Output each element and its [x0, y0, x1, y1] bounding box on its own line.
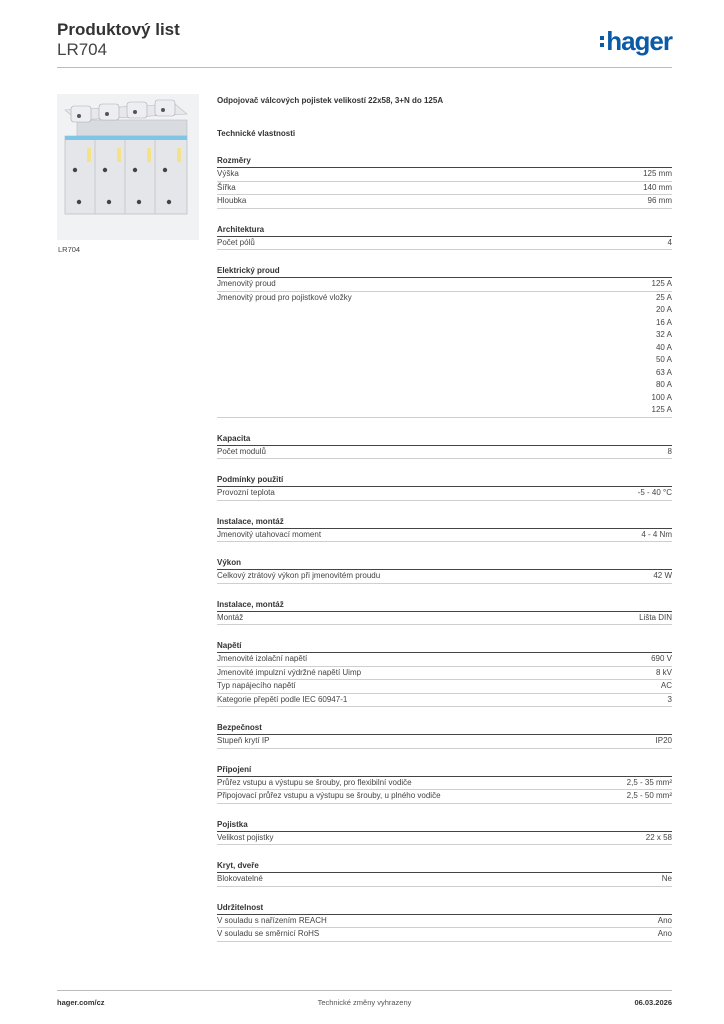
spec-row	[217, 790, 672, 804]
section-title: Elektrický proud	[217, 265, 672, 278]
spec-row	[217, 278, 672, 292]
section-title: Instalace, montáž	[217, 516, 672, 529]
spec-section	[217, 640, 672, 707]
spec-section	[217, 155, 672, 209]
spec-row	[217, 237, 672, 251]
spec-row	[217, 487, 672, 501]
spec-label: Jmenovitý utahovací moment	[217, 529, 322, 539]
section-title: Udržitelnost	[217, 902, 672, 915]
page-header	[57, 20, 672, 60]
footer-divider	[57, 990, 672, 991]
spec-row	[217, 928, 672, 942]
spec-value: AC	[660, 681, 672, 690]
spec-value: IP20	[655, 736, 672, 745]
spec-label: Hloubka	[217, 196, 247, 205]
spec-row	[217, 612, 672, 626]
hager-logo	[600, 26, 672, 57]
spec-section	[217, 557, 672, 584]
section-title: Architektura	[217, 224, 672, 237]
product-image	[57, 94, 199, 240]
spec-row	[217, 915, 672, 929]
spec-row	[217, 292, 672, 418]
spec-row	[217, 680, 672, 694]
spec-label: V souladu s nařízením REACH	[217, 915, 327, 925]
section-title: Napětí	[217, 640, 672, 653]
spec-row	[217, 832, 672, 846]
spec-value: 125 mm	[643, 169, 672, 178]
spec-section	[217, 902, 672, 942]
fuse-disconnector-icon	[57, 94, 199, 240]
spec-row	[217, 195, 672, 209]
product-code: LR704	[57, 40, 108, 59]
spec-value: 125 A	[651, 279, 672, 288]
spec-value: 8	[667, 446, 672, 456]
spec-value: 25 A 20 A 16 A 32 A 40 A 50 A 63 A 80 A 100 A 125 A	[651, 292, 672, 414]
spec-subtitle: Technické vlastnosti	[217, 129, 296, 138]
product-description: Odpojovač válcových pojistek velikostí 22x58, 3+N do 125A	[217, 96, 444, 105]
spec-section	[217, 433, 672, 460]
spec-label: Jmenovité izolační napětí	[217, 654, 308, 663]
spec-row	[217, 653, 672, 667]
spec-section	[217, 265, 672, 418]
spec-row	[217, 777, 672, 791]
section-title: Podmínky použití	[217, 474, 672, 487]
logo-text: hager	[606, 26, 672, 56]
spec-row	[217, 873, 672, 887]
spec-value: 8 kV	[655, 667, 672, 677]
spec-row	[217, 446, 672, 460]
spec-sections	[217, 155, 672, 942]
spec-value: 4	[667, 237, 672, 247]
spec-label: Jmenovité impulzní výdržné napětí Uimp	[217, 667, 362, 677]
footer-website[interactable]: hager.com/cz	[57, 998, 105, 1007]
spec-value: 140 mm	[643, 182, 672, 192]
spec-label: Montáž	[217, 612, 244, 622]
spec-row	[217, 667, 672, 681]
section-title: Kapacita	[217, 433, 672, 446]
spec-value: 690 V	[651, 654, 672, 663]
spec-row	[217, 570, 672, 584]
spec-label: Počet pólů	[217, 237, 255, 247]
spec-value: 2,5 - 35 mm²	[626, 777, 672, 787]
header-divider	[57, 67, 672, 68]
spec-row	[217, 168, 672, 182]
image-caption: LR704	[58, 245, 81, 254]
spec-section	[217, 722, 672, 749]
spec-section	[217, 224, 672, 251]
spec-label: Kategorie přepětí podle IEC 60947-1	[217, 694, 348, 704]
spec-section	[217, 599, 672, 626]
spec-label: Připojovací průřez vstupu a výstupu se šrouby, u plného vodiče	[217, 791, 441, 800]
spec-label: Jmenovitý proud pro pojistkové vložky	[217, 292, 352, 302]
spec-section	[217, 860, 672, 887]
section-title: Rozměry	[217, 155, 672, 168]
spec-label: Šířka	[217, 182, 236, 192]
spec-value: Ano	[657, 929, 672, 938]
spec-section	[217, 764, 672, 804]
spec-section	[217, 474, 672, 501]
spec-label: Průřez vstupu a výstupu se šrouby, pro flexibilní vodiče	[217, 777, 412, 787]
page-title: Produktový list	[57, 20, 180, 39]
spec-label: Celkový ztrátový výkon při jmenovitém proudu	[217, 571, 381, 580]
spec-row	[217, 735, 672, 749]
section-title: Pojistka	[217, 819, 672, 832]
section-title: Instalace, montáž	[217, 599, 672, 612]
spec-label: Provozní teplota	[217, 488, 275, 497]
spec-label: Velikost pojistky	[217, 832, 274, 842]
spec-value: 22 x 58	[645, 832, 672, 842]
spec-content	[217, 94, 672, 942]
spec-value: Lišta DIN	[639, 612, 672, 622]
section-title: Připojení	[217, 764, 672, 777]
spec-value: Ano	[657, 915, 672, 925]
spec-value: 96 mm	[647, 196, 672, 205]
section-title: Kryt, dveře	[217, 860, 672, 873]
spec-row	[217, 694, 672, 708]
spec-row	[217, 529, 672, 543]
spec-label: Blokovatelné	[217, 874, 263, 883]
spec-value: Ne	[661, 874, 672, 883]
footer-date: 06.03.2026	[634, 998, 672, 1007]
spec-row	[217, 182, 672, 196]
spec-label: Výška	[217, 169, 239, 178]
spec-label: Typ napájecího napětí	[217, 681, 296, 690]
spec-value: 3	[667, 694, 672, 704]
spec-section	[217, 819, 672, 846]
spec-value: 4 - 4 Nm	[641, 529, 672, 539]
spec-label: Stupeň krytí IP	[217, 736, 270, 745]
spec-value: -5 - 40 °C	[637, 488, 672, 497]
spec-value: 2,5 - 50 mm²	[626, 791, 672, 800]
footer-disclaimer: Technické změny vyhrazeny	[317, 998, 412, 1007]
spec-value: 42 W	[653, 571, 672, 580]
section-title: Výkon	[217, 557, 672, 570]
spec-label: V souladu se směrnicí RoHS	[217, 929, 320, 938]
spec-section	[217, 516, 672, 543]
spec-label: Počet modulů	[217, 446, 266, 456]
spec-label: Jmenovitý proud	[217, 279, 276, 288]
logo-dots-icon	[600, 36, 604, 47]
section-title: Bezpečnost	[217, 722, 672, 735]
